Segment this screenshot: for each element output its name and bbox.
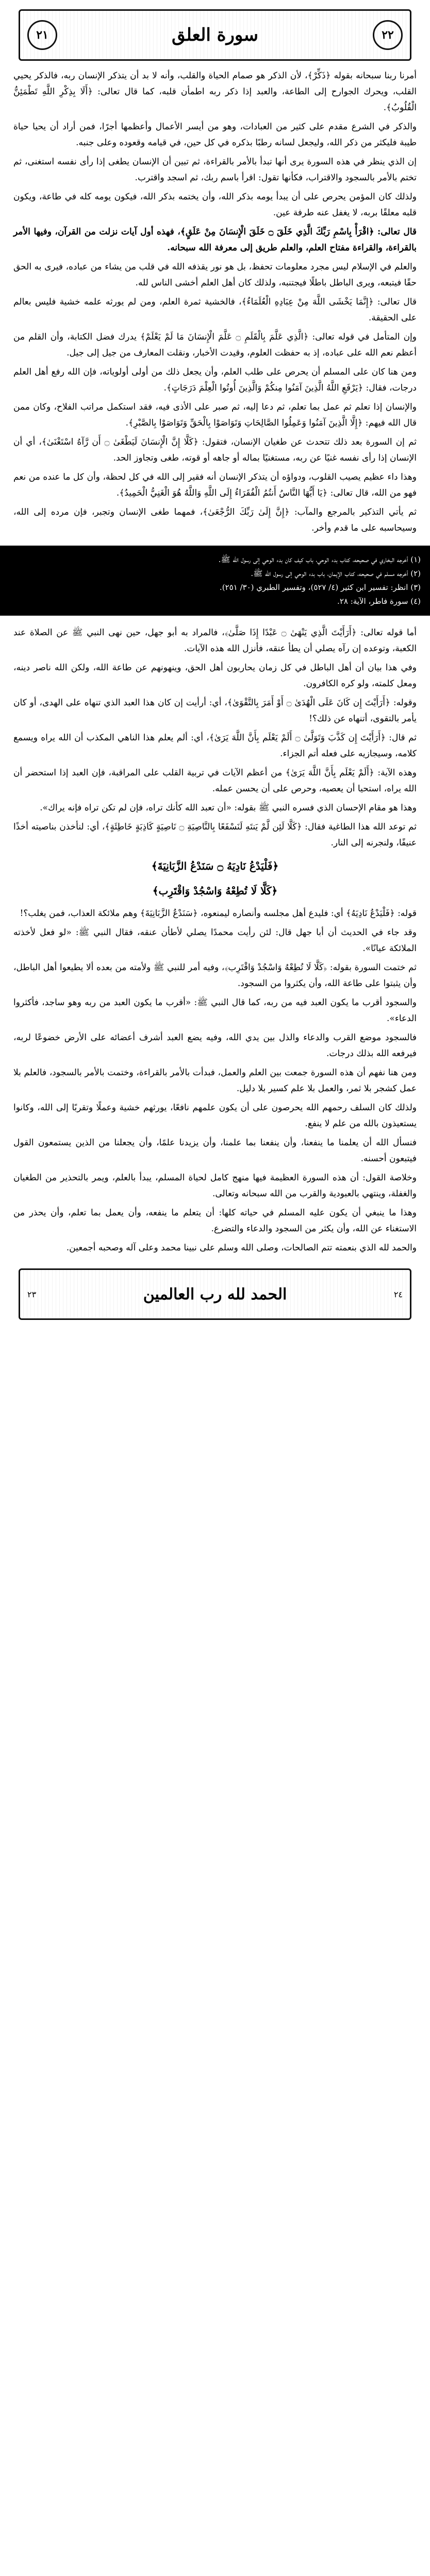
- paragraph: وقوله: ﴿أَرَأَيْتَ إِن كَانَ عَلَى الْهُدَىٰ ۝ أَوْ أَمَرَ بِالتَّقْوَىٰ﴾، أي: أرأيت إن كان هذا العبد الذي تنهاه على الهدى، أو كان يأمر بالتقوى، أتنهاه عن ذلك؟!: [13, 698, 417, 724]
- paragraph: ولذلك كان المؤمن يحرص على أن يبدأ يومه بذكر الله، وأن يختمه بذكر الله، فيكون يومه كله في طاعة، ويكون قلبه معلقًا بربه، لا يغفل عنه طرفة عين.: [13, 192, 417, 218]
- intro-section: [13, 68, 417, 256]
- ayah-line: ﴿فَلْيَدْعُ نَادِيَهُ ۝ سَنَدْعُ الزَّبَانِيَةَ﴾: [151, 860, 279, 872]
- paragraph: أما قوله تعالى: ﴿أَرَأَيْتَ الَّذِي يَنْهَىٰ ۝ عَبْدًا إِذَا صَلَّىٰ﴾، فالمراد به أبو جهل، حين نهى النبي ﷺ عن الصلاة عند الكعبة، وتوعده إن رآه يصلي أن يطأ عنقه، فأنزل الله هذه الآيات.: [13, 628, 417, 654]
- paragraph: وهذه الآية: ﴿أَلَمْ يَعْلَم بِأَنَّ اللَّهَ يَرَىٰ﴾ من أعظم الآيات في تربية القلب على المراقبة، فإن العبد إذا استحضر أن الله يراه، استحيا أن يعصيه، وحرص على أن يحسن عمله.: [13, 768, 417, 794]
- footer-title: الحمد لله رب العالمين: [143, 1285, 287, 1303]
- paragraph: ثم ختمت السورة بقوله: ﴿كَلَّا لَا تُطِعْهُ وَاسْجُدْ وَاقْتَرِب﴾، وفيه أمر للنبي ﷺ ولأمته من بعده ألا يطيعوا أهل الباطل، وأن يثبتوا على طاعة الله، وأن يكثروا من السجود.: [13, 962, 417, 989]
- ayah-line: ﴿كَلَّا لَا تُطِعْهُ وَاسْجُدْ وَاقْتَرِب﴾: [152, 885, 278, 897]
- paragraph: ثم يأتي التذكير بالمرجع والمآب: ﴿إِنَّ إِلَىٰ رَبِّكَ الرُّجْعَىٰ﴾، فمهما طغى الإنسان وتجبر، فإن مرده إلى الله، وسيحاسبه على ما قدم وأخر.: [13, 507, 417, 533]
- paragraph: ومن هنا نفهم أن هذه السورة جمعت بين العلم والعمل، فبدأت بالأمر بالقراءة، وختمت بالأمر بالسجود، فالعلم بلا عمل كشجر بلا ثمر، والعمل بلا علم كسير بلا دليل.: [13, 1067, 417, 1094]
- paragraph: وإن المتأمل في قوله تعالى: ﴿الَّذِي عَلَّمَ بِالْقَلَمِ ۝ عَلَّمَ الْإِنسَانَ مَا لَمْ يَعْلَمْ﴾ يدرك فضل الكتابة، وأن القلم من أعظم نعم الله على عباده، إذ به حفظت العلوم، وقيدت الأخبار، ونقلت المعارف من جيل إلى جيل.: [13, 332, 417, 358]
- paragraph: وهذا ما ينبغي أن يكون عليه المسلم في حياته كلها: أن يتعلم ما ينفعه، وأن يعمل بما تعلم، وأن يحذر من الاستغناء عن الله، وأن يكثر من السجود والدعاء والتضرع.: [13, 1208, 417, 1234]
- ayah-block: [13, 856, 417, 901]
- paragraph: والعلم في الإسلام ليس مجرد معلومات تحفظ، بل هو نور يقذفه الله في قلب من يشاء من عباده، فيرى به الحق حقًا فيتبعه، ويرى الباطل باطلًا فيجتنبه، ولذلك كان أهل العلم أخشى الناس لله.: [13, 262, 417, 288]
- paragraph: ثم توعد الله هذا الطاغية فقال: ﴿كَلَّا لَئِن لَّمْ يَنتَهِ لَنَسْفَعًا بِالنَّاصِيَةِ ۝ نَاصِيَةٍ كَاذِبَةٍ خَاطِئَةٍ﴾، أي: لنأخذن بناصيته أخذًا عنيفًا، ولنجرنه إلى النار.: [13, 822, 417, 848]
- footnote: (٣) انظر: تفسير ابن كثير (٤/ ٥٢٧)، وتفسير الطبري (٣٠/ ٢٥١).: [219, 583, 421, 592]
- footnote: (٤) سورة فاطر، الآية: ٢٨.: [337, 597, 421, 606]
- footnote: (١) أخرجه البخاري في صحيحه، كتاب بدء الوحي، باب كيف كان بدء الوحي إلى رسول الله ﷺ.: [218, 555, 421, 564]
- paragraph: وهذا هو مقام الإحسان الذي فسره النبي ﷺ بقوله: «أن تعبد الله كأنك تراه، فإن لم تكن تراه فإنه يراك».: [40, 803, 417, 813]
- paragraph: أمرنا ربنا سبحانه بقوله ﴿ذَكِّرْ﴾، لأن الذكر هو صمام الحياة والقلب، وأنه لا بد أن يتذكر الإنسان ربه، فالذكر يحيي القلب، ويحرك الجوارح إلى الطاعة، والعبد إذا ذكر ربه اطمأن قلبه، كما قال تعالى: ﴿أَلَا بِذِكْرِ اللَّهِ تَطْمَئِنُّ الْقُلُوبُ﴾.: [13, 71, 417, 113]
- header-ornament-left: ٢١: [27, 20, 57, 50]
- paragraph: فنسأل الله أن يعلمنا ما ينفعنا، وأن ينفعنا بما علمنا، وأن يزيدنا علمًا، وأن يجعلنا من الذين يستمعون القول فيتبعون أحسنه.: [13, 1138, 417, 1164]
- header-banner: [19, 9, 411, 61]
- section-one: [13, 259, 417, 536]
- paragraph: قال تعالى: ﴿إِنَّمَا يَخْشَى اللَّهَ مِنْ عِبَادِهِ الْعُلَمَاءُ﴾، فالخشية ثمرة العلم، ومن لم يورثه علمه خشية فليس بعالم على الحقيقة.: [13, 297, 417, 323]
- paragraph: ثم قال: ﴿أَرَأَيْتَ إِن كَذَّبَ وَتَوَلَّىٰ ۝ أَلَمْ يَعْلَم بِأَنَّ اللَّهَ يَرَىٰ﴾، أي: ألم يعلم هذا الناهي المكذب أن الله يراه ويسمع كلامه، وسيجازيه على فعله أتم الجزاء.: [13, 733, 417, 759]
- paragraph: ومن هنا كان على المسلم أن يحرص على طلب العلم، وأن يجعل ذلك من أولى أولوياته، فإن الله رفع أهل العلم درجات، فقال: ﴿يَرْفَعِ اللَّهُ الَّذِينَ آمَنُوا مِنكُمْ وَالَّذِينَ أُوتُوا الْعِلْمَ دَرَجَاتٍ﴾.: [13, 367, 417, 393]
- paragraph: ولذلك كان السلف رحمهم الله يحرصون على أن يكون علمهم نافعًا، يورثهم خشية وعملًا وتقربًا إلى الله، وكانوا يستعيذون بالله من علم لا ينفع.: [13, 1103, 417, 1129]
- paragraph: إن الذي ينظر في هذه السورة يرى أنها تبدأ بالأمر بالقراءة، ثم تبين أن الإنسان يطغى إذا رأى نفسه استغنى، ثم تختم بالأمر بالسجود والاقتراب، فكأنها تقول: اقرأ باسم ربك، ثم اسجد واقترب.: [13, 157, 417, 183]
- paragraph: والسجود أقرب ما يكون العبد فيه من ربه، كما قال النبي ﷺ: «أقرب ما يكون العبد من ربه وهو ساجد، فأكثروا الدعاء».: [13, 997, 417, 1024]
- paragraph: قال تعالى: ﴿اقْرَأْ بِاسْمِ رَبِّكَ الَّذِي خَلَقَ ۝ خَلَقَ الْإِنسَانَ مِنْ عَلَقٍ﴾، فهذه أول آيات نزلت من القرآن، وفيها الأمر بالقراءة، والقراءة مفتاح العلم، والعلم طريق إلى معرفة الله سبحانه.: [13, 227, 417, 253]
- footnotes-block: [0, 546, 430, 616]
- paragraph: وهذا داء عظيم يصيب القلوب، ودواؤه أن يتذكر الإنسان أنه فقير إلى الله في كل لحظة، وأن كل ما عنده من نعم فهو من الله، قال تعالى: ﴿يَا أَيُّهَا النَّاسُ أَنتُمُ الْفُقَرَاءُ إِلَى اللَّهِ وَاللَّهُ هُوَ الْغَنِيُّ الْحَمِيدُ﴾.: [13, 472, 417, 498]
- paragraph: وقد جاء في الحديث أن أبا جهل قال: لئن رأيت محمدًا يصلي لأطأن عنقه، فقال النبي ﷺ: «لو فعل لأخذته الملائكة عيانًا».: [13, 927, 417, 954]
- paragraph: والذكر في الشرع مقدم على كثير من العبادات، وهو من أيسر الأعمال وأعظمها أجرًا، فمن أراد أن يحيا حياة طيبة فليكثر من ذكر الله، وليجعل لسانه رطبًا بذكره في كل حين، في قيامه وقعوده وعلى جنبه.: [13, 122, 417, 148]
- header-ornament-right: ٢٢: [373, 20, 403, 50]
- section-two: [13, 625, 417, 851]
- paragraph: قوله: ﴿فَلْيَدْعُ نَادِيَهُ﴾ أي: فليدع أهل مجلسه وأنصاره ليمنعوه، ﴿سَنَدْعُ الزَّبَانِيَةَ﴾ وهم ملائكة العذاب، فمن يغلب؟!: [20, 908, 417, 919]
- footer-ornament-right: ٢٤: [393, 1289, 403, 1299]
- footer-ornament-left: ٢٣: [27, 1289, 37, 1299]
- paragraph: ثم إن السورة بعد ذلك تتحدث عن طغيان الإنسان، فتقول: ﴿كَلَّا إِنَّ الْإِنسَانَ لَيَطْغَىٰ ۝ أَن رَّآهُ اسْتَغْنَىٰ﴾، أي أن الإنسان إذا رأى نفسه غنيًا عن ربه، مستغنيًا بماله أو جاهه أو قوته، طغى وتجاوز الحد.: [13, 437, 417, 463]
- paragraph: وفي هذا بيان أن أهل الباطل في كل زمان يحاربون أهل الحق، وينهونهم عن طاعة الله، ولكن الله ناصر دينه، ومعل كلمته، ولو كره الكافرون.: [13, 663, 417, 689]
- paragraph: وخلاصة القول: أن هذه السورة العظيمة فيها منهج كامل لحياة المسلم، يبدأ بالعلم، ويمر بالتحذير من الطغيان والغفلة، وينتهي بالعبودية والقرب من الله سبحانه وتعالى.: [13, 1173, 417, 1199]
- footnote: (٢) أخرجه مسلم في صحيحه، كتاب الإيمان، باب بدء الوحي إلى رسول الله ﷺ.: [251, 569, 421, 578]
- footer-banner: [19, 1268, 411, 1320]
- paragraph: فالسجود موضع القرب والدعاء والذل بين يدي الله، وفيه يضع العبد أشرف أعضائه على الأرض خضوعًا لربه، فيرفعه الله بذلك درجات.: [13, 1032, 417, 1059]
- paragraph: والإنسان إذا تعلم ثم عمل بما تعلم، ثم دعا إليه، ثم صبر على الأذى فيه، فقد استكمل مراتب الفلاح، وكان ممن قال الله فيهم: ﴿إِلَّا الَّذِينَ آمَنُوا وَعَمِلُوا الصَّالِحَاتِ وَتَوَاصَوْا بِالْحَقِّ وَتَوَاصَوْا بِالصَّبْرِ﴾.: [13, 402, 417, 428]
- section-three: [13, 906, 417, 1256]
- paragraph: والحمد لله الذي بنعمته تتم الصالحات، وصلى الله وسلم على نبينا محمد وعلى آله وصحبه أجمعين.: [66, 1243, 417, 1253]
- header-title: سورة العلق: [172, 25, 258, 45]
